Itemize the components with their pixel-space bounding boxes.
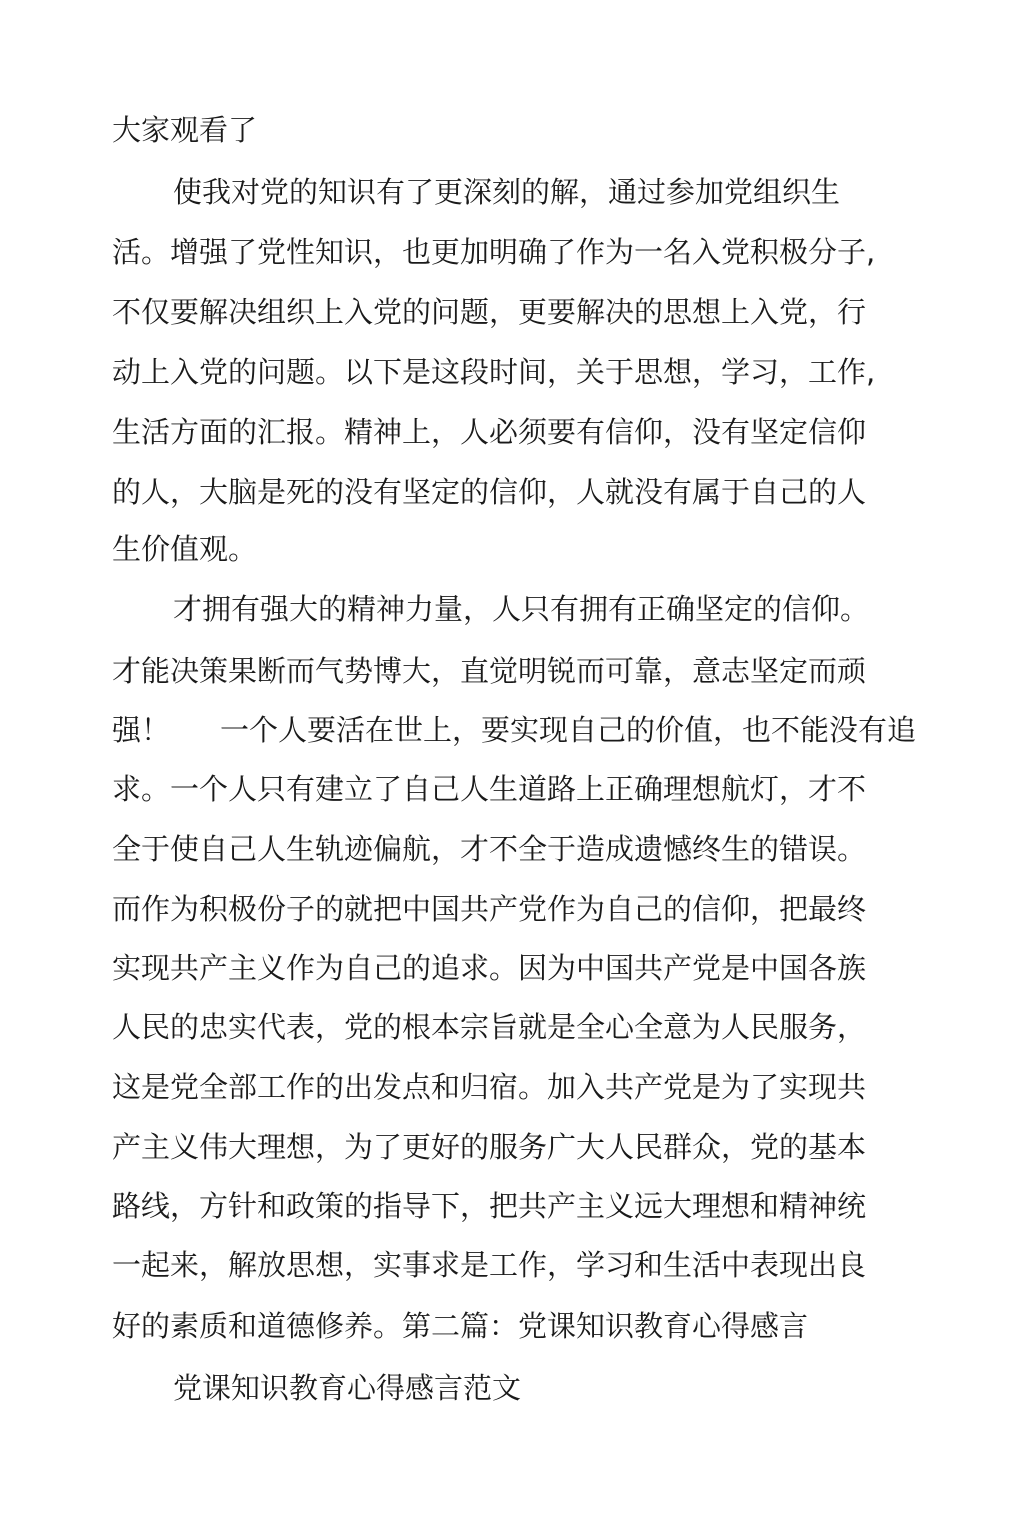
text-line: 的人，大脑是死的没有坚定的信仰，人就没有属于自己的人: [112, 475, 867, 509]
text-line: 生价值观。: [112, 532, 258, 566]
text-line: 而作为积极份子的就把中国共产党作为自己的信仰，把最终: [112, 892, 867, 926]
text-line: 一起来，解放思想，实事求是工作，学习和生活中表现出良: [112, 1248, 867, 1282]
text-line: 大家观看了: [112, 113, 258, 147]
text-line-segment: 一个人要活在世上，要实现自己的价值，也不能没有追: [220, 713, 917, 747]
text-line: 产主义伟大理想，为了更好的服务广大人民群众，党的基本: [112, 1130, 867, 1164]
paragraph-start-line: 才拥有强大的精神力量，人只有拥有正确坚定的信仰。: [173, 592, 870, 626]
text-line-mixed: [112, 710, 916, 750]
text-line-segment: 强！: [112, 713, 171, 747]
text-line: 这是党全部工作的出发点和归宿。加入共产党是为了实现共: [112, 1070, 867, 1104]
text-line: 才能决策果断而气势博大，直觉明锐而可靠，意志坚定而顽: [112, 654, 867, 688]
text-line: 不仅要解决组织上入党的问题，更要解决的思想上入党，行: [112, 295, 867, 329]
text-line: 人民的忠实代表，党的根本宗旨就是全心全意为人民服务，: [112, 1010, 867, 1044]
section-title-line: 党课知识教育心得感言范文: [173, 1371, 522, 1405]
text-line: 路线，方针和政策的指导下，把共产主义远大理想和精神统: [112, 1189, 867, 1223]
paragraph-start-line: 使我对党的知识有了更深刻的解，通过参加党组织生: [173, 175, 841, 209]
text-line: 生活方面的汇报。精神上，人必须要有信仰，没有坚定信仰: [112, 415, 867, 449]
text-line: 动上入党的问题。以下是这段时间，关于思想，学习，工作,: [112, 355, 876, 389]
text-line: 好的素质和道德修养。第二篇：党课知识教育心得感言: [112, 1309, 809, 1343]
text-line: 实现共产主义作为自己的追求。因为中国共产党是中国各族: [112, 951, 867, 985]
text-line: 活。增强了党性知识，也更加明确了作为一名入党积极分子,: [112, 235, 876, 269]
text-line: 全于使自己人生轨迹偏航，才不全于造成遗憾终生的错误。: [112, 832, 867, 866]
text-line: 求。一个人只有建立了自己人生道路上正确理想航灯，才不: [112, 772, 867, 806]
